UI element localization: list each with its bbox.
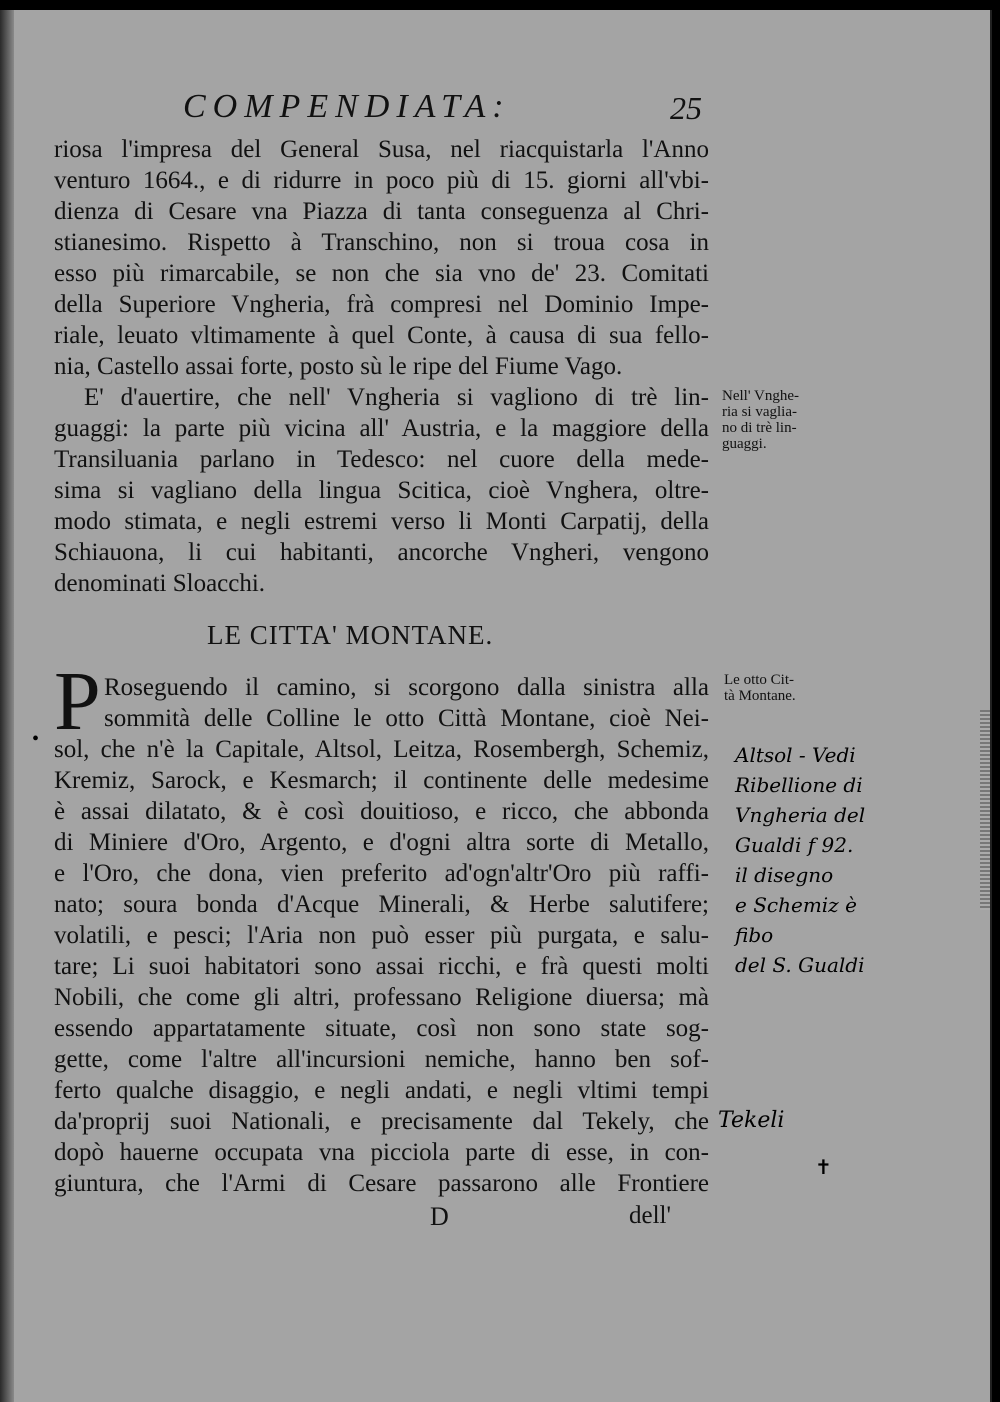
text-line: sol, che n'è la Capitale, Altsol, Leitza, Rosembergh, Schemiz,	[54, 736, 709, 763]
hand-line: il disegno	[735, 863, 834, 887]
margin-note-cities	[724, 672, 824, 704]
signature-mark: D	[430, 1202, 449, 1231]
text-line: giuntura, che l'Armi di Cesare passarono alle Frontiere	[54, 1170, 709, 1197]
text-line: dopò hauerne occupata vna picciola parte di esse, in con-	[54, 1139, 709, 1166]
catchword: dell'	[629, 1202, 671, 1229]
text-block-top	[54, 134, 709, 599]
text-line: della Superiore Vngheria, frà compresi nel Dominio Impe-	[54, 291, 709, 318]
hand-line: e Schemiz è fibo	[735, 893, 857, 947]
text-line: riale, leuato vltimamente à quel Conte, à causa di sua fello-	[54, 322, 709, 349]
text-line: Transiluania parlano in Tedesco: nel cuore della mede-	[54, 446, 709, 473]
text-line: esso più rimarcabile, se non che sia vno de' 23. Comitati	[54, 260, 709, 287]
hand-line: del S. Gualdi	[735, 953, 865, 977]
text-line: ferto qualche disaggio, e negli andati, e negli vltimi tempi	[54, 1077, 709, 1104]
text-line: sommità delle Colline le otto Città Montane, cioè Nei-	[104, 705, 709, 732]
text-line: essendo appartatamente situate, così non sono state sog-	[54, 1015, 709, 1042]
margin-line: tà Montane.	[724, 688, 796, 704]
text-line: è assai dilatato, & è così douitioso, e ricco, che abbonda	[54, 798, 709, 825]
text-line: guaggi: la parte più vicina all' Austria, e la maggiore della	[54, 415, 709, 442]
handwritten-mark: ✝	[815, 1157, 832, 1179]
hand-line: Gualdi f 92.	[735, 833, 854, 857]
text-line: riosa l'impresa del General Susa, nel riacquistarla l'Anno	[54, 136, 709, 163]
text-line: Kremiz, Sarock, e Kesmarch; il continente delle medesime	[54, 767, 709, 794]
running-head: COMPENDIATA:	[183, 88, 511, 125]
hand-line: Ribellione di	[735, 773, 863, 797]
page-edge-shadow	[980, 710, 990, 910]
text-line: dienza di Cesare vna Piazza di tanta conseguenza al Chri-	[54, 198, 709, 225]
text-line: E' d'auertire, che nell' Vngheria si vagliono di trè lin-	[84, 384, 709, 411]
margin-line: no di trè lin-	[722, 420, 797, 436]
text-line: nato; soura bonda d'Acque Minerali, & Herbe salutifere;	[54, 891, 709, 918]
text-line: nia, Castello assai forte, posto sù le ripe del Fiume Vago.	[54, 353, 623, 380]
text-line: modo stimata, e negli estremi verso li Monti Carpatij, della	[54, 508, 709, 535]
text-line: venturo 1664., e di ridurre in poco più di 15. giorni all'vbi-	[54, 167, 709, 194]
text-line: stianesimo. Rispetto à Transchino, non si troua cosa in	[54, 229, 709, 256]
page-spine-shadow	[0, 10, 14, 1402]
margin-line: ria si vaglia-	[722, 404, 797, 420]
text-line: di Miniere d'Oro, Argento, e d'ogni altra sorte di Metallo,	[54, 829, 709, 856]
text-line: Nobili, che come gli altri, professano Religione diuersa; mà	[54, 984, 709, 1011]
handwritten-tekeli: Tekeli	[718, 1108, 785, 1133]
margin-note-languages	[722, 388, 822, 452]
margin-line: guaggi.	[722, 436, 767, 452]
text-line: denominati Sloacchi.	[54, 570, 266, 597]
drop-cap: P	[54, 655, 101, 748]
hand-line: Vngheria del	[735, 803, 866, 827]
handwritten-annotation	[735, 740, 885, 980]
page-number: 25	[670, 90, 702, 126]
text-line: sima si vagliano della lingua Scitica, cioè Vnghera, oltre-	[54, 477, 709, 504]
margin-line: Nell' Vnghe-	[722, 388, 799, 404]
text-line: volatili, e pesci; l'Aria non può esser più purgata, e salu-	[54, 922, 709, 949]
text-line: Schiauona, li cui habitanti, ancorche Vngheri, vengono	[54, 539, 709, 566]
section-heading: LE CITTA' MONTANE.	[207, 620, 494, 650]
text-line: e l'Oro, che dona, vien preferito ad'ogn'altr'Oro più raffi-	[54, 860, 709, 887]
text-line: Roseguendo il camino, si scorgono dalla sinistra alla	[104, 674, 709, 701]
margin-dot-mark: •	[32, 728, 40, 750]
book-page	[0, 10, 992, 1402]
text-line: tare; Li suoi habitatori sono assai ricchi, e frà questi molti	[54, 953, 709, 980]
margin-line: Le otto Cit-	[724, 672, 794, 688]
text-line: da'proprij suoi Nationali, e precisamente dal Tekely, che	[54, 1108, 709, 1135]
text-line: gette, come l'altre all'incursioni nemiche, hanno ben sof-	[54, 1046, 709, 1073]
text-block-bottom	[54, 672, 709, 1199]
hand-line: Altsol - Vedi	[735, 743, 856, 767]
